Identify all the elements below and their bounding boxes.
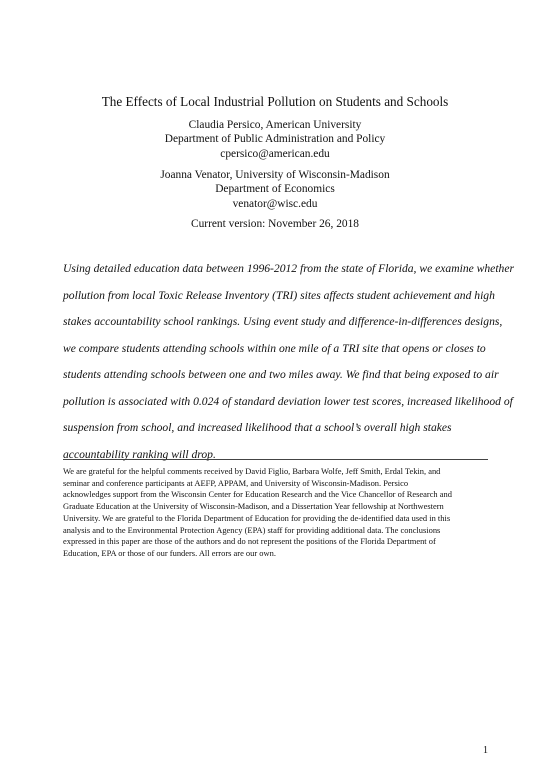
abstract-line: we compare students attending schools within one mile of a TRI site that opens or closes to xyxy=(63,341,486,355)
acknowledgements-footnote xyxy=(63,466,493,560)
abstract-line: suspension from school, and increased likelihood that a school’s overall high stakes xyxy=(63,421,452,434)
footnote-line: Education, EPA or those of our funders. All errors are our own. xyxy=(63,547,276,558)
version-date: Current version: November 26, 2018 xyxy=(191,218,359,230)
paper-title: The Effects of Local Industrial Pollution on Students and Schools xyxy=(101,94,449,109)
footnote-divider xyxy=(63,459,488,460)
author-block-2 xyxy=(0,168,550,211)
footnote-line: University. We are grateful to the Florida Department of Education for providing the de-identified data used in this xyxy=(63,512,451,523)
author-email: cpersico@american.edu xyxy=(220,147,330,160)
abstract-line: pollution is associated with 0.024 of standard deviation lower test scores, increased likelihood of xyxy=(63,394,513,408)
author-department: Department of Economics xyxy=(215,183,335,196)
abstract-line: stakes accountability school rankings. Using event study and difference-in-differences designs, xyxy=(63,315,503,328)
page-number: 1 xyxy=(483,745,488,756)
author-department: Department of Public Administration and Policy xyxy=(164,133,386,146)
footnote-line: Graduate Education at the University of Wisconsin-Madison, and a Dissertation Year fellowship at Northwestern xyxy=(63,501,444,512)
author-name-affiliation: Joanna Venator, University of Wisconsin-Madison xyxy=(160,169,390,181)
author-email: venator@wisc.edu xyxy=(232,197,318,210)
footnote-line: analysis and to the Environmental Protection Agency (EPA) staff for providing additional data. The conclusions xyxy=(63,524,441,535)
footnote-line: expressed in this paper are those of the authors and do not represent the positions of the Florida Department of xyxy=(63,536,436,547)
author-block-1 xyxy=(0,118,550,161)
abstract-line: accountability ranking will drop. xyxy=(63,447,216,461)
footnote-line: seminar and conference participants at AEFP, APPAM, and University of Wisconsin-Madison. Persico xyxy=(63,477,409,488)
abstract-line: Using detailed education data between 1996-2012 from the state of Florida, we examine whether xyxy=(63,262,515,275)
footnote-line: We are grateful for the helpful comments received by David Figlio, Barbara Wolfe, Jeff Smith, Erdal Tekin, and xyxy=(63,466,441,476)
footnote-line: acknowledges support from the Wisconsin Center for Education Research and the Vice Chancellor of Research and xyxy=(63,489,452,500)
author-name-affiliation: Claudia Persico, American University xyxy=(188,119,362,131)
abstract-line: students attending schools between one and two miles away. We find that being exposed to air xyxy=(63,368,499,381)
abstract-line: pollution from local Toxic Release Inventory (TRI) sites affects student achievement and high xyxy=(63,288,495,302)
